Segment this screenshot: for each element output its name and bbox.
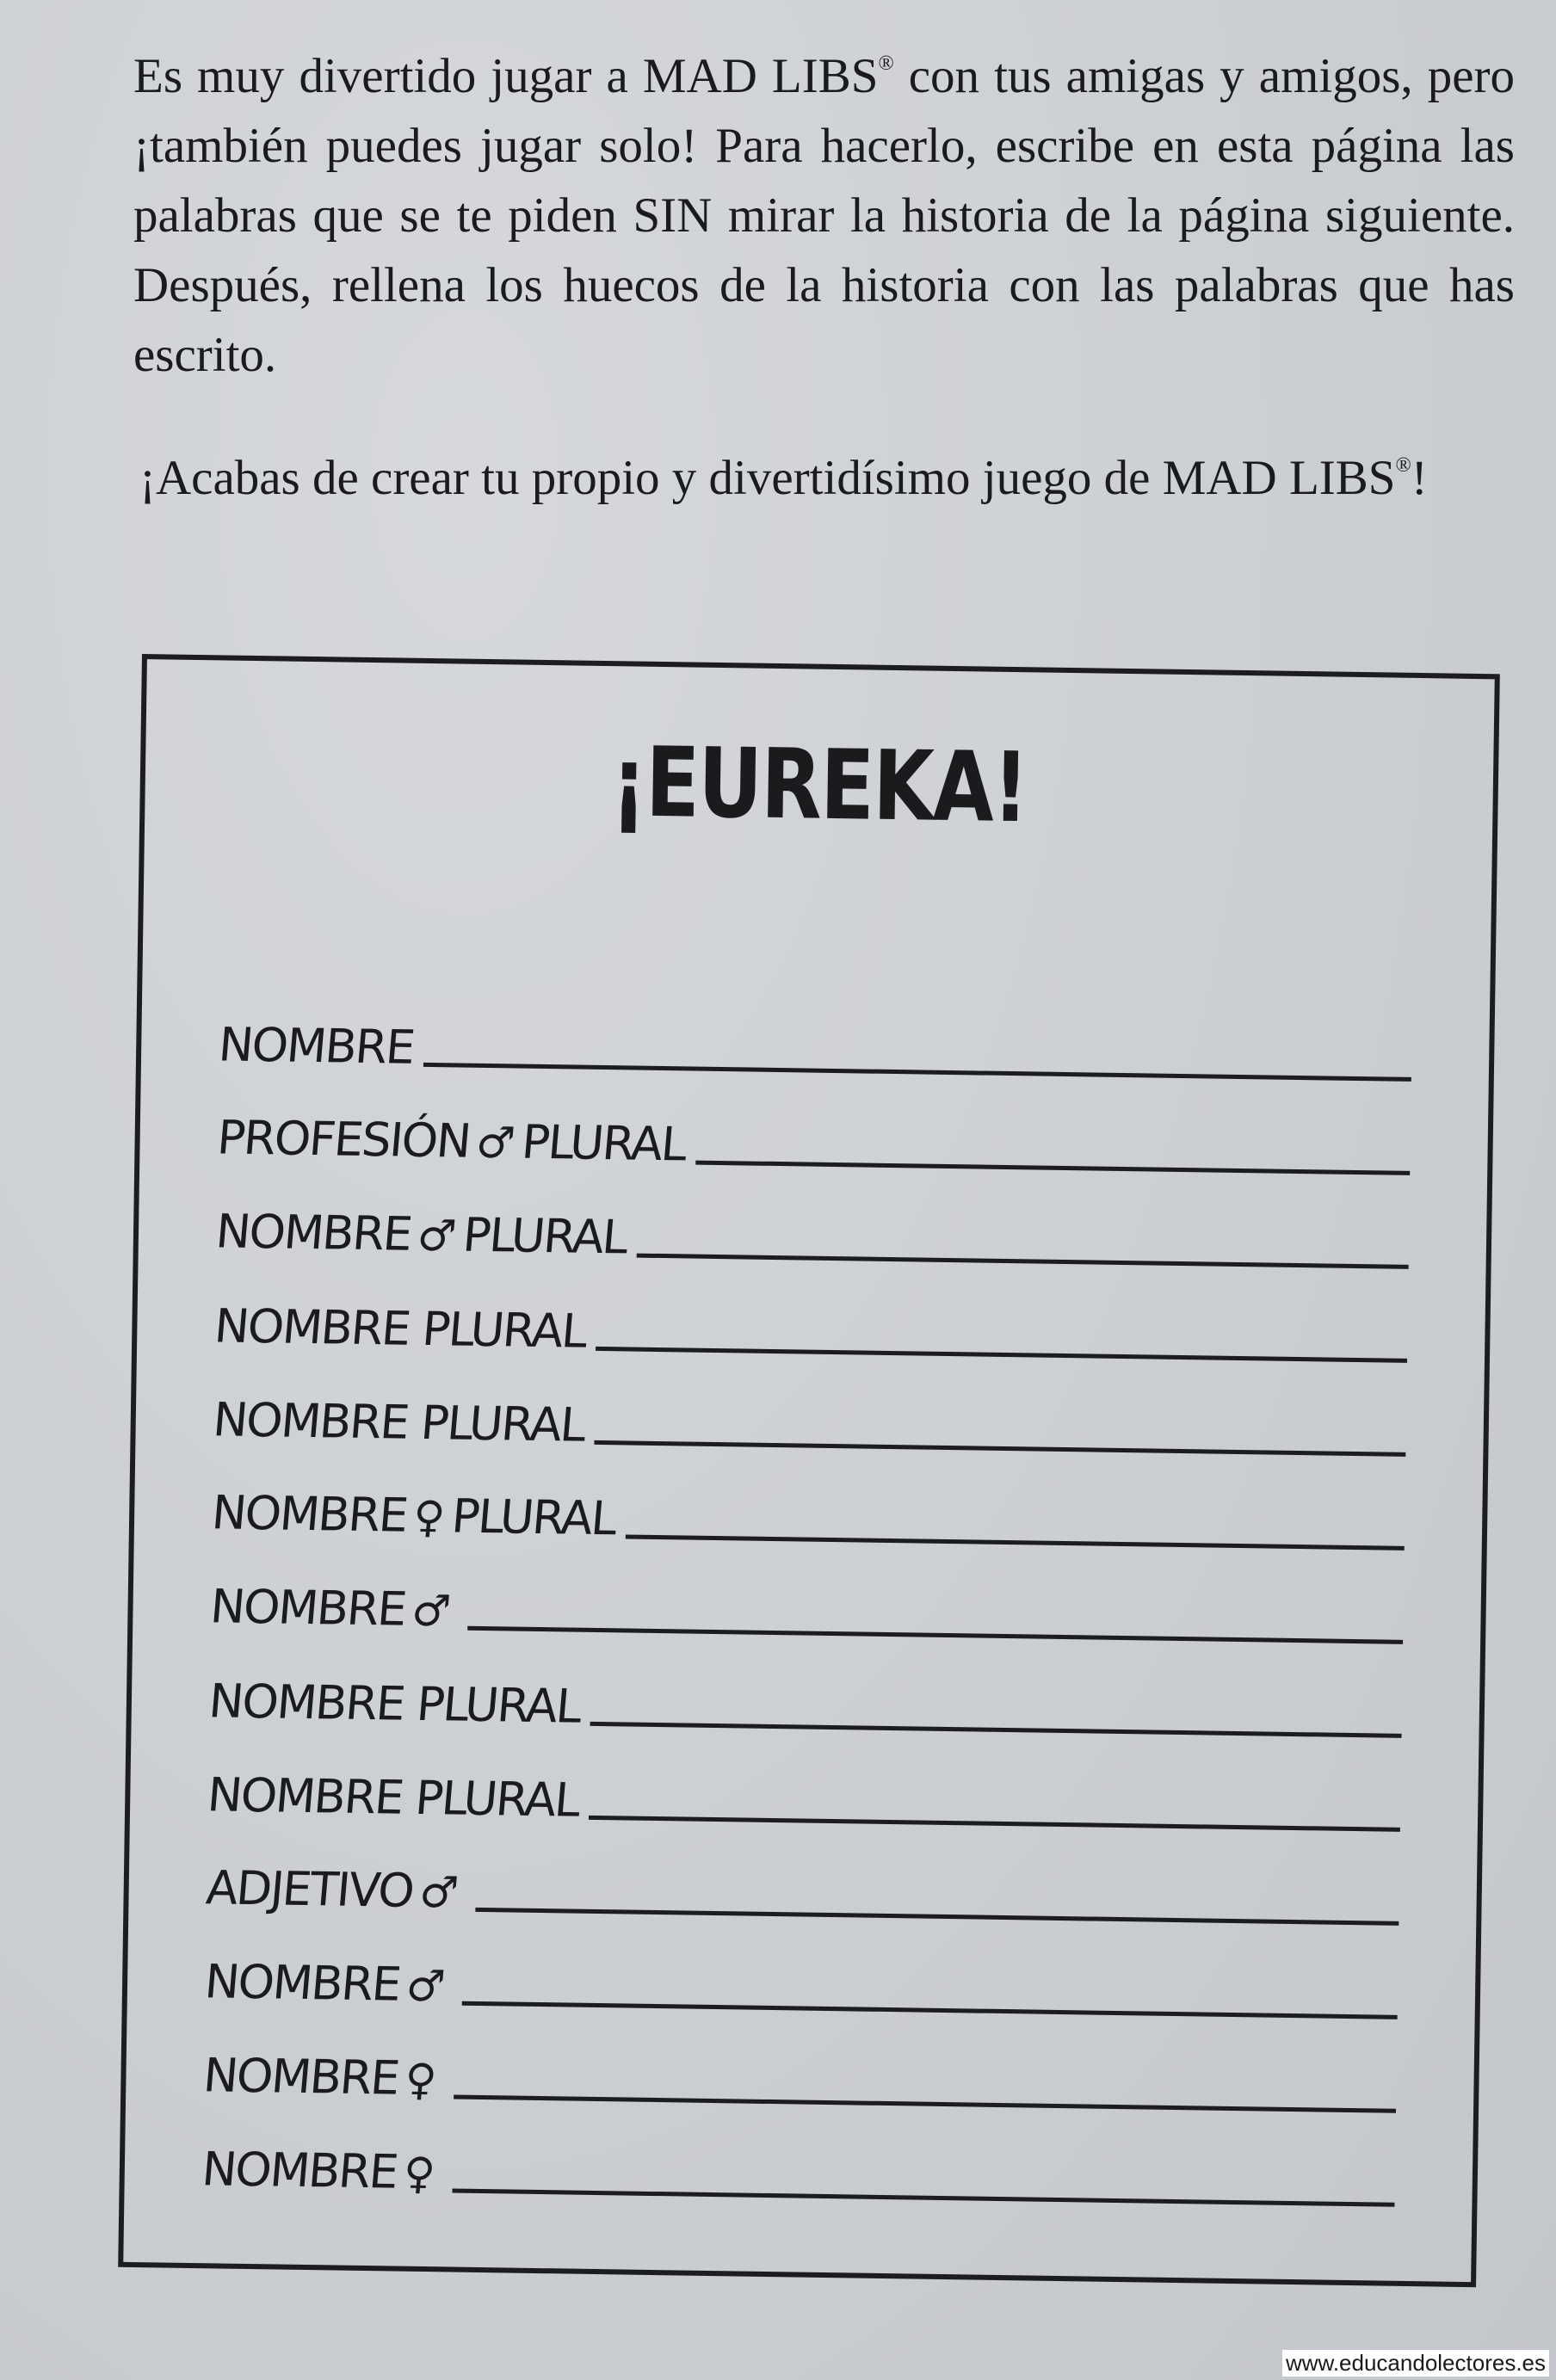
- intro-text-end: con tus amigas y amigos, pero ¡también puedes jugar solo! Para hacerlo, escribe en esta página las palabras que se te piden SIN mirar la historia de la página siguiente. Después, rellena los huecos de la historia con las palabras que has escrito.: [133, 49, 1515, 382]
- male-symbol-icon: ♂: [410, 1585, 451, 1637]
- word-fields-list: [201, 978, 1412, 2215]
- field-label: [202, 1954, 464, 2013]
- field-label-suffix: PLURAL: [460, 1207, 629, 1265]
- card-title: ¡EUREKA!: [610, 726, 1028, 845]
- field-label-word: ADJETIVO: [204, 1860, 416, 1918]
- female-symbol-icon: ♀: [411, 1491, 446, 1543]
- field-label: [208, 1579, 470, 1638]
- field-label-word: NOMBRE: [216, 1017, 417, 1075]
- word-field-row: [203, 2010, 1397, 2122]
- field-label-word: NOMBRE PLURAL: [212, 1298, 589, 1359]
- field-label: [215, 1110, 698, 1173]
- field-label-word: NOMBRE: [209, 1485, 410, 1543]
- field-label-word: NOMBRE PLURAL: [205, 1767, 582, 1828]
- field-label-word: NOMBRE: [200, 2142, 399, 2199]
- field-label-word: NOMBRE: [201, 2048, 401, 2106]
- word-field-row: [209, 1447, 1405, 1559]
- outro-paragraph: [139, 443, 1534, 513]
- field-label: [204, 1860, 478, 1921]
- answer-blank-line[interactable]: [452, 2189, 1394, 2207]
- word-list-card: [118, 654, 1500, 2287]
- field-label-suffix: PLURAL: [519, 1114, 688, 1172]
- male-symbol-icon: ♂: [474, 1117, 516, 1168]
- male-symbol-icon: ♂: [404, 1960, 446, 2012]
- field-label-word: PROFESIÓN: [215, 1110, 472, 1168]
- field-label: [211, 1392, 597, 1453]
- outro-text-start: ¡Acabas de crear tu propio y divertidísimo juego de MAD LIBS: [139, 451, 1396, 505]
- field-label-word: NOMBRE: [213, 1204, 413, 1261]
- word-field-row: [202, 1916, 1399, 2028]
- intro-paragraph: [133, 41, 1515, 390]
- field-label-word: NOMBRE: [207, 1579, 408, 1637]
- male-symbol-icon: ♂: [415, 1210, 457, 1261]
- intro-text-start: Es muy divertido jugar a MAD LIBS: [133, 49, 879, 103]
- field-label-suffix: PLURAL: [449, 1489, 618, 1546]
- outro-text-end: !: [1411, 451, 1428, 505]
- word-field-row: [207, 1729, 1401, 1840]
- word-field-row: [217, 1072, 1411, 1184]
- male-symbol-icon: ♂: [417, 1866, 459, 1918]
- word-field-row: [207, 1541, 1404, 1653]
- word-field-row: [216, 978, 1412, 1090]
- field-label-word: NOMBRE: [202, 1954, 403, 2012]
- field-label-word: NOMBRE PLURAL: [211, 1392, 587, 1452]
- registered-mark: ®: [878, 52, 894, 75]
- word-field-row: [214, 1260, 1408, 1372]
- watermark: www.educandolectores.es: [1282, 2350, 1549, 2377]
- word-field-row: [213, 1353, 1406, 1465]
- field-label-word: NOMBRE PLURAL: [207, 1674, 583, 1734]
- answer-blank-line[interactable]: [625, 1534, 1404, 1550]
- field-label: [209, 1485, 627, 1547]
- field-label: [206, 1767, 592, 1828]
- word-field-row: [201, 2104, 1395, 2216]
- registered-mark: ®: [1395, 454, 1411, 477]
- answer-blank-line[interactable]: [637, 1254, 1409, 1269]
- field-label: [213, 1204, 639, 1266]
- field-label: [200, 2142, 454, 2201]
- word-field-row: [213, 1166, 1410, 1278]
- word-field-row: [208, 1635, 1402, 1747]
- female-symbol-icon: ♀: [403, 2054, 437, 2106]
- field-label: [207, 1674, 593, 1735]
- word-field-row: [206, 1822, 1399, 1934]
- field-label: [213, 1298, 599, 1360]
- female-symbol-icon: ♀: [401, 2148, 436, 2199]
- answer-blank-line[interactable]: [695, 1161, 1410, 1175]
- field-label: [201, 2048, 456, 2107]
- field-label: [217, 1017, 427, 1075]
